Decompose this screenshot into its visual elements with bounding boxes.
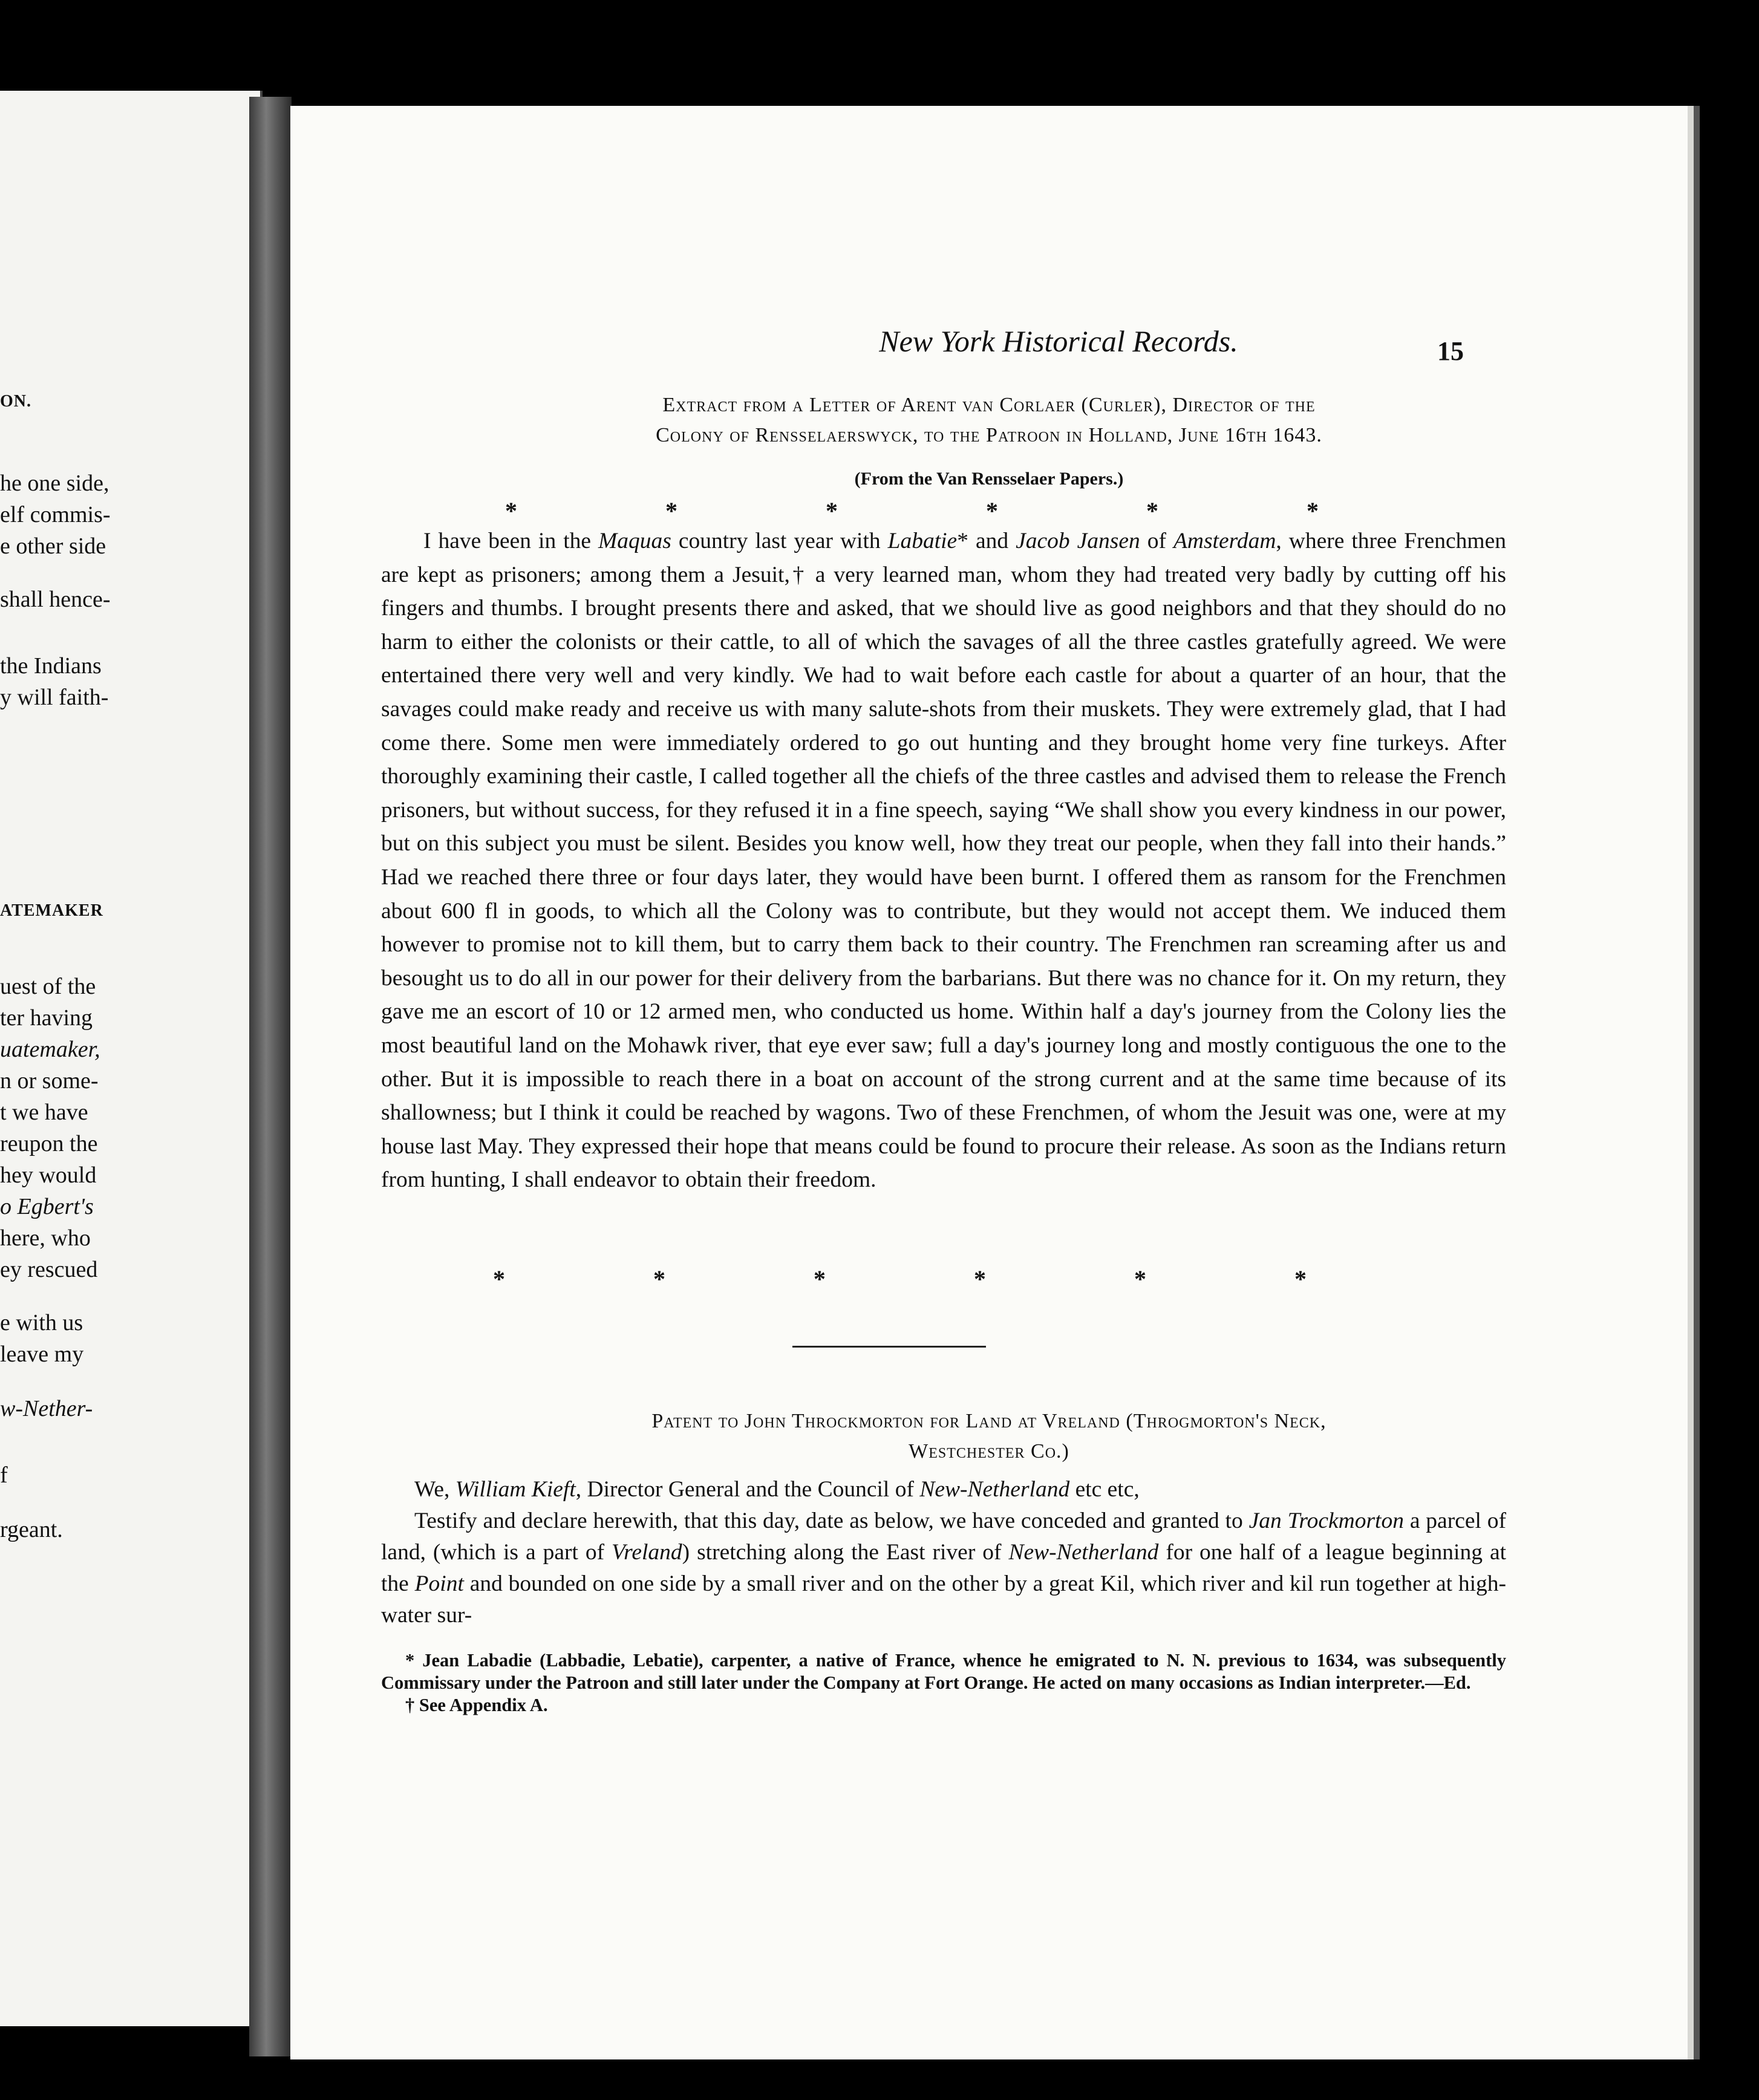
asterisk: * bbox=[826, 497, 838, 524]
paragraph bbox=[381, 1474, 1506, 1505]
footnote: † See Appendix A. bbox=[405, 1695, 548, 1715]
text-run: a parcel of land, (which is a part of bbox=[381, 1508, 1506, 1565]
asterisk: * bbox=[653, 1265, 665, 1293]
left-facing-page bbox=[0, 91, 263, 2026]
text-run: Testify and declare herewith, that this day, date as below, we have conceded and granted to bbox=[414, 1508, 1249, 1533]
text-italic: Jan Trockmorton bbox=[1248, 1508, 1404, 1533]
main-page bbox=[290, 106, 1694, 2059]
left-page-fragment: e with us bbox=[0, 1310, 83, 1335]
left-page-fragment: uest of the bbox=[0, 974, 96, 999]
left-page-fragment: reupon the bbox=[0, 1131, 98, 1156]
left-page-fragment: ter having bbox=[0, 1005, 93, 1031]
running-head: New York Historical Records. bbox=[879, 324, 1238, 358]
text-run: I have been in the bbox=[423, 529, 598, 553]
section2-title-line2: Westchester Co.) bbox=[909, 1440, 1069, 1462]
paragraph bbox=[381, 1505, 1506, 1631]
left-page-fragment: leave my bbox=[0, 1342, 84, 1367]
left-page-fragment: w-Nether- bbox=[0, 1396, 93, 1421]
text-run: We, bbox=[414, 1477, 455, 1502]
footnotes bbox=[381, 1649, 1506, 1717]
section2-title-line1: Patent to John Throckmorton for Land at Vreland (Throgmorton's Neck, bbox=[651, 1410, 1327, 1432]
left-page-fragment: the Indians bbox=[0, 653, 102, 679]
left-page-fragment: he one side, bbox=[0, 471, 109, 496]
text-run: ) stretching along the East river of bbox=[682, 1540, 1009, 1565]
text-run: country last year with bbox=[671, 529, 888, 553]
asterisk: * bbox=[1294, 1265, 1307, 1293]
text-italic: New-Netherland bbox=[1008, 1540, 1159, 1565]
asterisk: * bbox=[505, 497, 517, 524]
asterisk: * bbox=[1307, 497, 1319, 524]
page-number: 15 bbox=[1437, 336, 1464, 366]
asterisk: * bbox=[665, 497, 677, 524]
text-run: of bbox=[1140, 529, 1173, 553]
asterisks-bottom bbox=[493, 1267, 1307, 1291]
footnote: * Jean Labadie (Labbadie, Lebatie), carpenter, a native of France, whence he emigrated to N. N. previous to 1634, was subsequently Commissary under the Patroon and still later under the Company at Fort Orange. He acted on many occasions as Indian interpreter.—Ed. bbox=[381, 1650, 1506, 1693]
left-page-fragment: ATEMAKER bbox=[0, 901, 103, 920]
left-page-fragment: hey would bbox=[0, 1162, 97, 1188]
section1-body bbox=[381, 524, 1506, 1197]
asterisk: * bbox=[1146, 497, 1158, 524]
section1-title bbox=[472, 390, 1506, 451]
asterisk: * bbox=[986, 497, 998, 524]
text-italic: New-Netherland bbox=[919, 1477, 1070, 1502]
section1-title-line1: Extract from a Letter of Arent van Corlaer (Curler), Director of the bbox=[662, 394, 1316, 416]
text-run: * and bbox=[957, 529, 1016, 553]
left-page-fragment: here, who bbox=[0, 1225, 91, 1251]
left-page-fragment: rgeant. bbox=[0, 1517, 63, 1542]
left-page-fragment: y will faith- bbox=[0, 685, 109, 710]
left-page-fragment: ey rescued bbox=[0, 1257, 98, 1282]
left-page-fragment: n or some- bbox=[0, 1068, 99, 1094]
text-italic: Labatie bbox=[887, 529, 958, 553]
asterisk: * bbox=[493, 1265, 505, 1293]
left-page-fragment: uatemaker, bbox=[0, 1037, 100, 1062]
text-run: , Director General and the Council of bbox=[575, 1477, 920, 1502]
asterisk: * bbox=[1134, 1265, 1146, 1293]
section1-source: (From the Van Rensselaer Papers.) bbox=[854, 469, 1124, 489]
text-italic: Amsterdam bbox=[1173, 529, 1276, 553]
text-italic: Point bbox=[414, 1571, 464, 1596]
section2-body bbox=[381, 1474, 1506, 1631]
text-italic: Jacob Jansen bbox=[1016, 529, 1140, 553]
asterisk: * bbox=[974, 1265, 986, 1293]
section2-title bbox=[472, 1406, 1506, 1467]
text-italic: William Kieft bbox=[455, 1477, 576, 1502]
text-run: , where three Frenchmen are kept as prisoners; among them a Jesuit,† a very learned man, whom they had treated very badly by cutting off his fingers and thumbs. I brought presents there and asked, that we should live as good neighbors and that they should do no harm to either the colonists or their cattle, to all of which the savages of all the three castles gratefully agreed. We were entertained there very well and very kindly. We had to wait before each castle for about a quarter of an hour, that the savages could make ready and receive us with many salute-shots from their muskets. They were extremely glad, that I had come there. Some men were immediately ordered to go out hunting and they brought home very fine turkeys. After thoroughly examining their castle, I called together all the chiefs of the three castles and advised them to release the French prisoners, but without success, for they refused it in a fine speech, saying “We shall show you every kindness in our power, but on this subject you must be silent. Besides you know well, how they treat our people, when they fall into their hands.” Had we reached there three or four days later, they would have been burnt. I offered them as ransom for the Frenchmen about 600 fl in goods, to which all the Colony was to contribute, but they would not accept them. We induced them however to promise not to kill them, but to carry them back to their country. The Frenchmen ran screaming after us and besought us to do all in our power for their delivery from the barbarians. But there was no chance for it. On my return, they gave me an escort of 10 or 12 armed men, who conducted us home. Within half a day's journey from the Colony lies the most beautiful land on the Mohawk river, that eye ever saw; full a day's journey long and mostly contiguous the one to the other. But it is impossible to reach there in a boat on account of the strong current and at the same time because of its shallowness; but I think it could be reached by wagons. Two of these Frenchmen, of whom the Jesuit was one, were at my house last May. They expressed their hope that means could be found to procure their release. As soon as the Indians return from hunting, I shall endeavor to obtain their freedom. bbox=[381, 529, 1506, 1193]
left-page-fragment: ON. bbox=[0, 392, 31, 411]
asterisk: * bbox=[814, 1265, 826, 1293]
left-page-fragment: shall hence- bbox=[0, 587, 111, 612]
text-italic: Maquas bbox=[598, 529, 671, 553]
text-run: and bounded on one side by a small river and on the other by a great Kil, which river and kil run together at high-water sur- bbox=[381, 1571, 1506, 1628]
section1-title-line2: Colony of Rensselaerswyck, to the Patroon in Holland, June 16th 1643. bbox=[656, 424, 1322, 446]
asterisks-top bbox=[505, 499, 1319, 523]
left-page-fragment: o Egbert's bbox=[0, 1194, 94, 1219]
text-italic: Vreland bbox=[612, 1540, 682, 1565]
left-page-fragment: elf commis- bbox=[0, 502, 111, 527]
left-page-fragment: f bbox=[0, 1462, 8, 1488]
left-page-fragment: t we have bbox=[0, 1100, 88, 1125]
section-divider bbox=[792, 1346, 986, 1348]
text-run: etc etc, bbox=[1069, 1477, 1140, 1502]
text-run: for one half of a league beginning at the bbox=[381, 1540, 1507, 1596]
book-gutter bbox=[249, 97, 292, 2056]
left-page-fragment: e other side bbox=[0, 533, 106, 559]
